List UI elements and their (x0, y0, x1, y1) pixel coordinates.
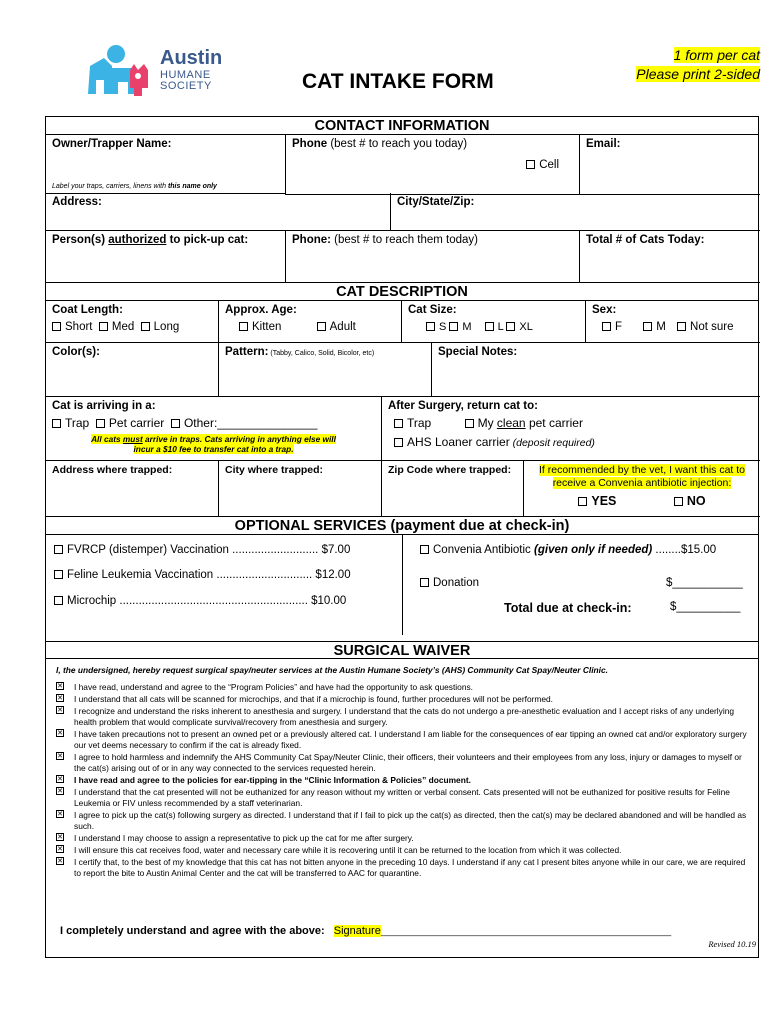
arriving-field (46, 397, 382, 461)
waiver-item-text: I agree to hold harmless and indemnify the AHS Community Cat Spay/Neuter Clinic, their officers, their volunteers and their employees from any loss, injury or damages to myself or the cat(s) arising out of or in any way connected to the services requested herein. (74, 752, 742, 773)
convenia-no-option[interactable] (674, 494, 706, 508)
checkbox-icon (394, 438, 403, 447)
authorized-phone-field[interactable] (286, 231, 580, 283)
return-trap-label: Trap (407, 416, 432, 430)
checked-box-icon[interactable]: ✕ (57, 811, 63, 818)
coat-long-label: Long (153, 321, 180, 333)
sex-m-option[interactable] (643, 321, 666, 333)
age-kitten-label: Kitten (252, 321, 282, 333)
coat-med-label: Med (111, 321, 135, 333)
fvrcp-option[interactable] (54, 544, 350, 556)
checked-box-icon[interactable]: ✕ (57, 683, 63, 690)
arrive-other-label: Other:_______________ (183, 416, 318, 430)
zip-trapped-label: Zip Code where trapped: (388, 464, 512, 476)
checkbox-icon (52, 322, 61, 331)
coat-short-option[interactable] (52, 321, 93, 333)
waiver-section-title: SURGICAL WAIVER (46, 641, 758, 659)
convenia-question-2: receive a Convenia antibiotic injection: (552, 477, 732, 489)
warning-a: All cats (91, 434, 123, 444)
checkbox-icon (465, 419, 474, 428)
pattern-hint: (Tabby, Calico, Solid, Bicolor, etc) (268, 350, 375, 357)
checkbox-icon (449, 322, 458, 331)
waiver-item (56, 787, 748, 809)
form-frame (45, 116, 759, 958)
checkbox-icon (674, 497, 683, 506)
convenia-question-1: If recommended by the vet, I want this cat to (538, 464, 746, 476)
logo-text (160, 48, 222, 92)
checkbox-icon (141, 322, 150, 331)
checkbox-icon (54, 570, 63, 579)
arrive-carrier-option[interactable] (96, 416, 164, 430)
return-carrier-label-a: My (477, 416, 497, 430)
cat-section-title: CAT DESCRIPTION (46, 283, 758, 301)
waiver-item-text: I recognize and understand the risks inherent to anesthesia and surgery. I understand that the cats do not undergo a pre-anesthetic evaluation and I accept risks of any underlying health problem that would complicate survival/recovery from anesthesia and surgery. (74, 706, 735, 727)
felv-option[interactable] (54, 569, 351, 581)
convenia-no-label: NO (686, 494, 706, 508)
return-deposit-note: (deposit required) (509, 437, 595, 449)
checkbox-icon (420, 578, 429, 587)
address-field[interactable] (46, 193, 391, 231)
email-label: Email: (586, 138, 621, 150)
address-trapped-label: Address where trapped: (52, 464, 173, 476)
checkbox-icon (99, 322, 108, 331)
size-field (402, 301, 586, 343)
print-note (636, 46, 760, 84)
coat-med-option[interactable] (99, 321, 134, 333)
checked-box-icon[interactable]: ✕ (57, 846, 63, 853)
waiver-item-text: I will ensure this cat receives food, water and necessary care while it is recovering until it can be returned to the location from which it was collected. (74, 845, 622, 855)
checkbox-icon (54, 596, 63, 605)
city-state-zip-label: City/State/Zip: (397, 196, 475, 208)
waiver-item-text: I have read, understand and agree to the “Program Policies” and have had the opportunity to ask questions. (74, 682, 473, 692)
email-field[interactable] (580, 135, 760, 195)
austin-humane-society-logo (82, 44, 232, 104)
form-title: CAT INTAKE FORM (302, 70, 494, 93)
size-s-option[interactable] (426, 321, 446, 333)
print-note-line-2: Please print 2-sided (636, 66, 760, 82)
logo-line-3: SOCIETY (160, 80, 212, 92)
waiver-item-text: I agree to pick up the cat(s) following surgery as directed. I understand that if I fail to pick up the cat(s) as directed, then the cat(s) may be declared abandoned and will be handled as such. (74, 810, 747, 831)
warning-b: arrive in traps. Cats arriving in anything else will (142, 434, 336, 444)
zip-trapped-field[interactable] (382, 461, 524, 517)
optional-section-title: OPTIONAL SERVICES (payment due at check-in) (46, 517, 758, 535)
arrive-trap-option[interactable] (52, 416, 89, 430)
revised-date: Revised 10.19 (708, 939, 756, 949)
fvrcp-label: FVRCP (distemper) Vaccination ........................... $7.00 (67, 544, 351, 556)
checkbox-icon (239, 322, 248, 331)
checkbox-icon (171, 419, 180, 428)
sex-notsure-option[interactable] (677, 321, 733, 333)
donation-label: Donation (433, 577, 480, 589)
print-note-line-1: 1 form per cat (673, 47, 760, 63)
pattern-field[interactable] (219, 343, 432, 397)
checked-box-icon[interactable]: ✕ (57, 707, 63, 714)
convenia-label: Convenia Antibiotic (433, 544, 535, 556)
trap-warning (52, 434, 375, 454)
age-kitten-option[interactable] (239, 321, 281, 333)
age-field (219, 301, 402, 343)
waiver-item (56, 845, 748, 856)
size-xl-option[interactable] (506, 321, 532, 333)
signature-label: Signature (333, 925, 381, 937)
label-note-text: Label your traps, carriers, linens with (52, 183, 166, 190)
city-state-zip-field[interactable] (391, 193, 760, 231)
waiver-item (56, 775, 748, 786)
arriving-label: Cat is arriving in a: (52, 400, 156, 412)
warning-must: must (122, 434, 143, 444)
coat-short-label: Short (65, 321, 93, 333)
checkbox-icon (394, 419, 403, 428)
checked-box-icon[interactable]: ✕ (57, 730, 63, 737)
authorized-phone-hint: (best # to reach them today) (330, 234, 479, 246)
checked-box-icon[interactable]: ✕ (57, 834, 63, 841)
waiver-item-text: I have taken precautions not to present an owned pet or a previously altered cat. I understand I am liable for the consequences of ear tipping an owned cat and/or exploratory surgery our vet deems necessary to confirm if the cat is already fixed. (74, 729, 747, 750)
city-trapped-field[interactable] (219, 461, 382, 517)
convenia-option[interactable] (420, 544, 716, 556)
coat-length-label: Coat Length: (52, 304, 123, 316)
return-loaner-option[interactable] (388, 435, 754, 449)
cell-label: Cell (539, 159, 559, 171)
return-field (382, 397, 760, 461)
checkbox-icon (602, 322, 611, 331)
checkbox-icon (96, 419, 105, 428)
convenia-yes-label: YES (591, 494, 617, 508)
sex-f-option[interactable] (602, 321, 622, 333)
checked-box-icon[interactable]: ✕ (57, 788, 63, 795)
waiver-item (56, 857, 748, 879)
special-notes-label: Special Notes: (438, 346, 518, 358)
optional-divider (402, 535, 403, 635)
label-note (52, 183, 217, 190)
total-due-amount[interactable]: $__________ (670, 601, 741, 613)
convenia-note: (given only if needed) (534, 544, 653, 556)
age-adult-option[interactable] (317, 321, 356, 333)
logo-line-2: HUMANE (160, 69, 211, 81)
cell-checkbox[interactable] (526, 159, 559, 171)
microchip-option[interactable] (54, 595, 346, 607)
coat-length-field (46, 301, 219, 343)
sex-label: Sex: (592, 304, 617, 316)
donation-amount[interactable]: $___________ (666, 577, 743, 589)
colors-field[interactable] (46, 343, 219, 397)
convenia-price: ........$15.00 (652, 544, 717, 556)
size-label: Cat Size: (408, 304, 457, 316)
checked-box-icon[interactable]: ✕ (57, 776, 63, 783)
size-l-label: L (497, 321, 504, 333)
sex-field (586, 301, 760, 343)
size-s-label: S (439, 321, 447, 333)
checkbox-icon (317, 322, 326, 331)
checkbox-icon (506, 322, 515, 331)
waiver-item (56, 833, 748, 844)
return-label: After Surgery, return cat to: (388, 400, 538, 412)
return-carrier-label-b: pet carrier (525, 416, 583, 430)
waiver-item-text: I understand that the cat presented will not be euthanized for any reason without my written or verbal consent. Cats presented will not be euthanized for positive results for Feline Leukemia or FIV unless recommended by a staff veterinarian. (74, 787, 730, 808)
address-label: Address: (52, 196, 102, 208)
arrive-other-option[interactable] (171, 416, 317, 430)
convenia-question (530, 464, 754, 490)
waiver-item (56, 706, 748, 728)
return-loaner-label: AHS Loaner carrier (407, 435, 510, 449)
waiver-item-text: I understand that all cats will be scanned for microchips, and that if a microchip is found, further procedures will not be performed. (74, 694, 554, 704)
sex-f-label: F (615, 321, 623, 333)
colors-label: Color(s): (52, 346, 100, 358)
size-m-option[interactable] (449, 321, 471, 333)
checkbox-icon (526, 160, 535, 169)
checkbox-icon (578, 497, 587, 506)
waiver-item (56, 810, 748, 832)
waiver-item (56, 729, 748, 751)
logo-line-1: Austin (160, 47, 223, 69)
size-m-label: M (462, 321, 472, 333)
arrive-carrier-label: Pet carrier (108, 416, 165, 430)
checkbox-icon (677, 322, 686, 331)
convenia-yes-option[interactable] (578, 494, 616, 508)
return-carrier-label-u: clean (496, 416, 526, 430)
checked-box-icon[interactable]: ✕ (57, 858, 63, 865)
donation-option[interactable] (420, 577, 479, 589)
agree-label: I completely understand and agree with the above: (60, 925, 325, 937)
waiver-item-text: I have read and agree to the policies for ear-tipping in the “Clinic Information & Policies” document. (74, 775, 471, 785)
waiver-list (56, 682, 748, 879)
signature-line[interactable]: __________________________________________________________ (380, 926, 672, 936)
return-trap-option[interactable] (394, 416, 431, 430)
size-l-option[interactable] (485, 321, 504, 333)
signature-row (60, 925, 671, 937)
phone-field[interactable] (286, 135, 580, 195)
checkbox-icon (643, 322, 652, 331)
city-trapped-label: City where trapped: (225, 464, 324, 476)
waiver-intro: I, the undersigned, hereby request surgical spay/neuter services at the Austin Humane Society’s (AHS) Community Cat Spay/Neuter Clinic. (56, 665, 608, 675)
owner-name-label: Owner/Trapper Name: (52, 138, 172, 150)
label-note-bold: this name only (166, 183, 217, 190)
pattern-label: Pattern: (225, 346, 269, 358)
sex-m-label: M (656, 321, 666, 333)
checkbox-icon (485, 322, 494, 331)
warning-c: incur a $10 fee to transfer cat into a trap. (133, 444, 294, 454)
coat-long-option[interactable] (141, 321, 180, 333)
total-cats-label: Total # of Cats Today: (586, 234, 705, 246)
address-trapped-field[interactable] (46, 461, 219, 517)
authorized-label-b: to pick-up cat: (166, 234, 249, 246)
total-due-label: Total due at check-in: (504, 601, 632, 615)
waiver-body (56, 665, 748, 880)
special-notes-field[interactable] (432, 343, 760, 397)
waiver-item-text: I certify that, to the best of my knowledge that this cat has not bitten anyone in the preceding 10 days. I understand if any cat I present bites anyone while in our care, we are required to report the bite to Austin Animal Center and the cat will be transferred to AAC for quarantine. (74, 857, 746, 878)
checkbox-icon (426, 322, 435, 331)
waiver-item (56, 682, 748, 693)
checkbox-icon (52, 419, 61, 428)
phone-hint: (best # to reach you today) (327, 138, 468, 150)
size-xl-label: XL (519, 321, 533, 333)
convenia-question-field (524, 461, 760, 517)
age-label: Approx. Age: (225, 304, 297, 316)
dog-cat-logo-icon (82, 44, 158, 100)
checked-box-icon[interactable]: ✕ (57, 753, 63, 760)
authorized-label-a: Person(s) (52, 234, 109, 246)
checked-box-icon[interactable]: ✕ (57, 695, 63, 702)
age-adult-label: Adult (329, 321, 356, 333)
waiver-item (56, 752, 748, 774)
authorized-label-u: authorized (108, 234, 167, 246)
sex-notsure-label: Not sure (690, 321, 734, 333)
felv-label: Feline Leukemia Vaccination .............................. $12.00 (67, 569, 351, 581)
checkbox-icon (54, 545, 63, 554)
phone-label: Phone (292, 138, 328, 150)
checkbox-icon (420, 545, 429, 554)
authorized-person-field[interactable] (46, 231, 286, 283)
total-cats-field[interactable] (580, 231, 760, 283)
arrive-trap-label: Trap (65, 416, 90, 430)
authorized-phone-label: Phone: (292, 234, 331, 246)
contact-section-title: CONTACT INFORMATION (46, 117, 758, 135)
microchip-label: Microchip ........................................................... $10.00 (67, 595, 347, 607)
waiver-item (56, 694, 748, 705)
waiver-item-text: I understand I may choose to assign a representative to pick up the cat for me after surgery. (74, 833, 414, 843)
return-carrier-option[interactable] (465, 416, 583, 430)
